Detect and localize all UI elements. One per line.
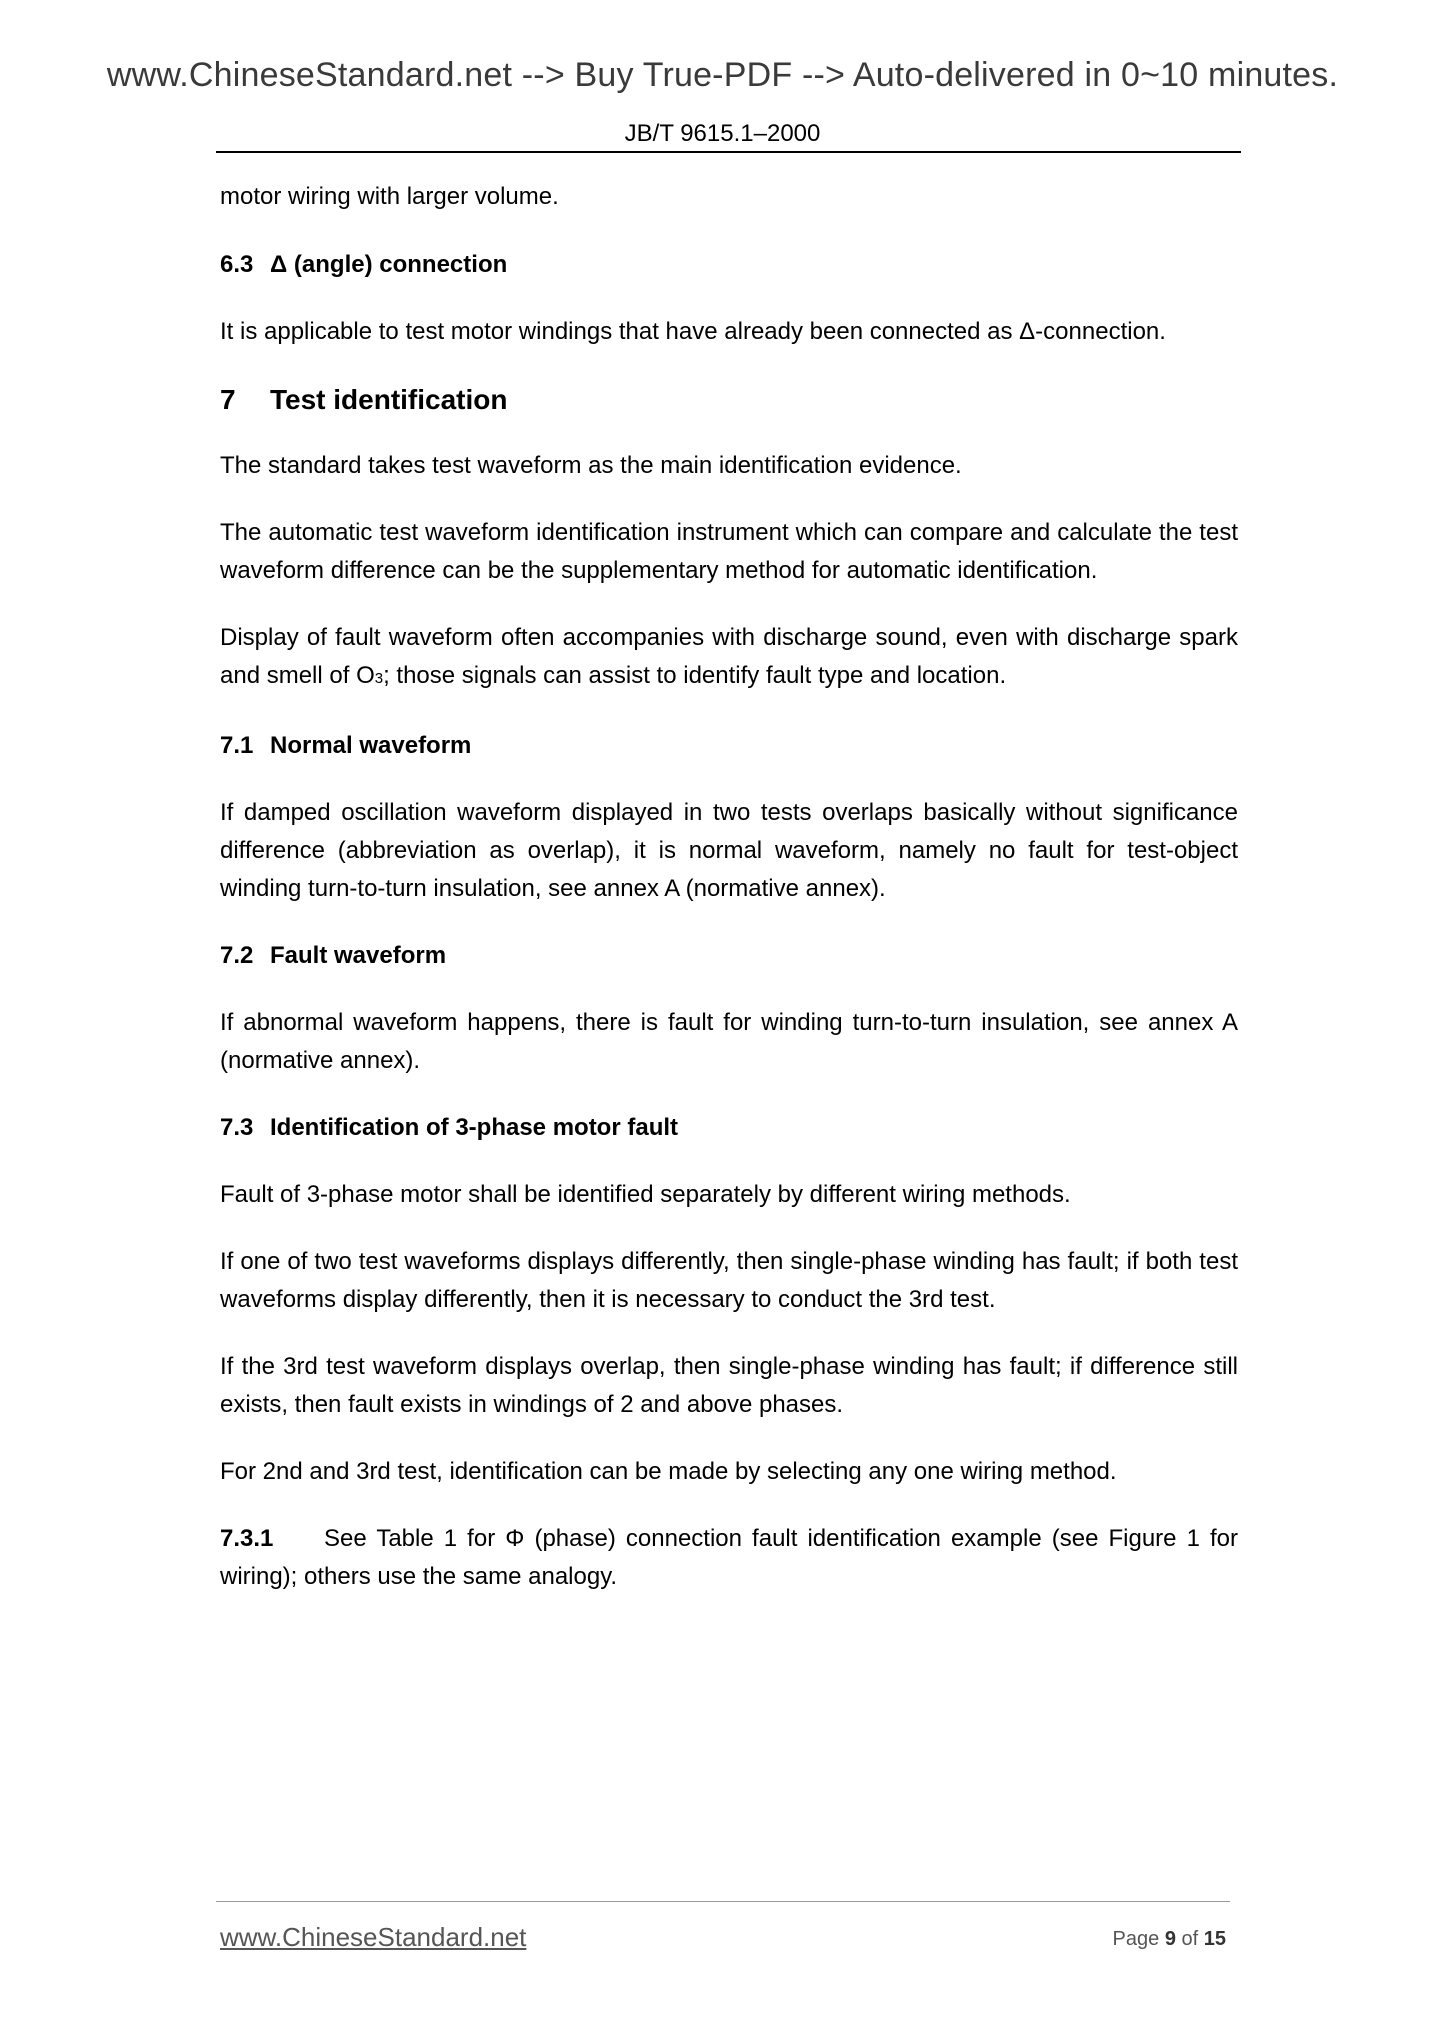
section-number: 7.3.1 (220, 1525, 274, 1552)
footer-divider (216, 1901, 1230, 1902)
current-page: 9 (1164, 1928, 1176, 1950)
section-7-3-paragraph-1: Fault of 3-phase motor shall be identified separately by different wiring methods. (220, 1181, 1071, 1208)
section-7-3-paragraph-2: If one of two test waveforms displays differently, then single-phase winding has fault; if both test waveforms display differently, then it is necessary to conduct the 3rd test. (220, 1248, 1238, 1313)
section-7-2-text: If abnormal waveform happens, there is fault for winding turn-to-turn insulation, see annex A (normative annex). (220, 1009, 1238, 1074)
section-7-1-text: If damped oscillation waveform displayed in two tests overlaps basically without significance difference (abbreviation as overlap), it is normal waveform, namely no fault for test-object winding turn-to-turn insulation, see annex A (normative annex). (220, 799, 1238, 902)
section-7-3-heading (220, 1109, 1238, 1147)
section-7-paragraph-1: The standard takes test waveform as the main identification evidence. (220, 452, 962, 479)
section-number: 6.3 (220, 251, 254, 278)
section-6-3-text: It is applicable to test motor windings that have already been connected as Δ-connection. (220, 318, 1166, 345)
section-title: Δ (angle) connection (270, 251, 508, 278)
top-banner: www.ChineseStandard.net --> Buy True-PDF --> Auto-delivered in 0~10 minutes. (106, 56, 1339, 94)
total-pages: 15 (1203, 1928, 1226, 1950)
section-6-3-heading (220, 246, 1238, 284)
section-title: Test identification (270, 384, 508, 415)
intro-paragraph: motor wiring with larger volume. (220, 183, 559, 210)
section-title: Identification of 3-phase motor fault (270, 1114, 679, 1141)
section-7-3-paragraph-4: For 2nd and 3rd test, identification can be made by selecting any one wiring method. (220, 1458, 1117, 1485)
section-number: 7.2 (220, 942, 254, 969)
footer-site-link[interactable]: www.ChineseStandard.net (220, 1922, 527, 1952)
section-title: Fault waveform (270, 942, 447, 969)
section-7-heading (220, 380, 1238, 420)
section-7-3-1-paragraph: 7.3.1 See Table 1 for Φ (phase) connection fault identification example (see Figure 1 for wiring); others use the same analogy. (220, 1520, 1238, 1596)
page-content (220, 178, 1238, 1596)
document-id: JB/T 9615.1–2000 (624, 120, 821, 147)
section-7-1-heading (220, 727, 1238, 765)
section-7-paragraph-3: Display of fault waveform often accompanies with discharge sound, even with discharge spark and smell of O3; those signals can assist to identify fault type and location. (220, 624, 1238, 689)
section-number: 7.1 (220, 732, 254, 759)
header-divider (216, 151, 1241, 153)
subscript-3: 3 (374, 670, 384, 687)
page-indicator: Page 9 of 15 (1112, 1928, 1226, 1950)
section-number: 7 (220, 384, 236, 415)
section-title: Normal waveform (270, 732, 472, 759)
section-number: 7.3 (220, 1114, 254, 1141)
section-7-3-paragraph-3: If the 3rd test waveform displays overlap, then single-phase winding has fault; if difference still exists, then fault exists in windings of 2 and above phases. (220, 1353, 1238, 1418)
section-7-paragraph-2: The automatic test waveform identification instrument which can compare and calculate the test waveform difference can be the supplementary method for automatic identification. (220, 519, 1238, 584)
section-7-2-heading (220, 937, 1238, 975)
